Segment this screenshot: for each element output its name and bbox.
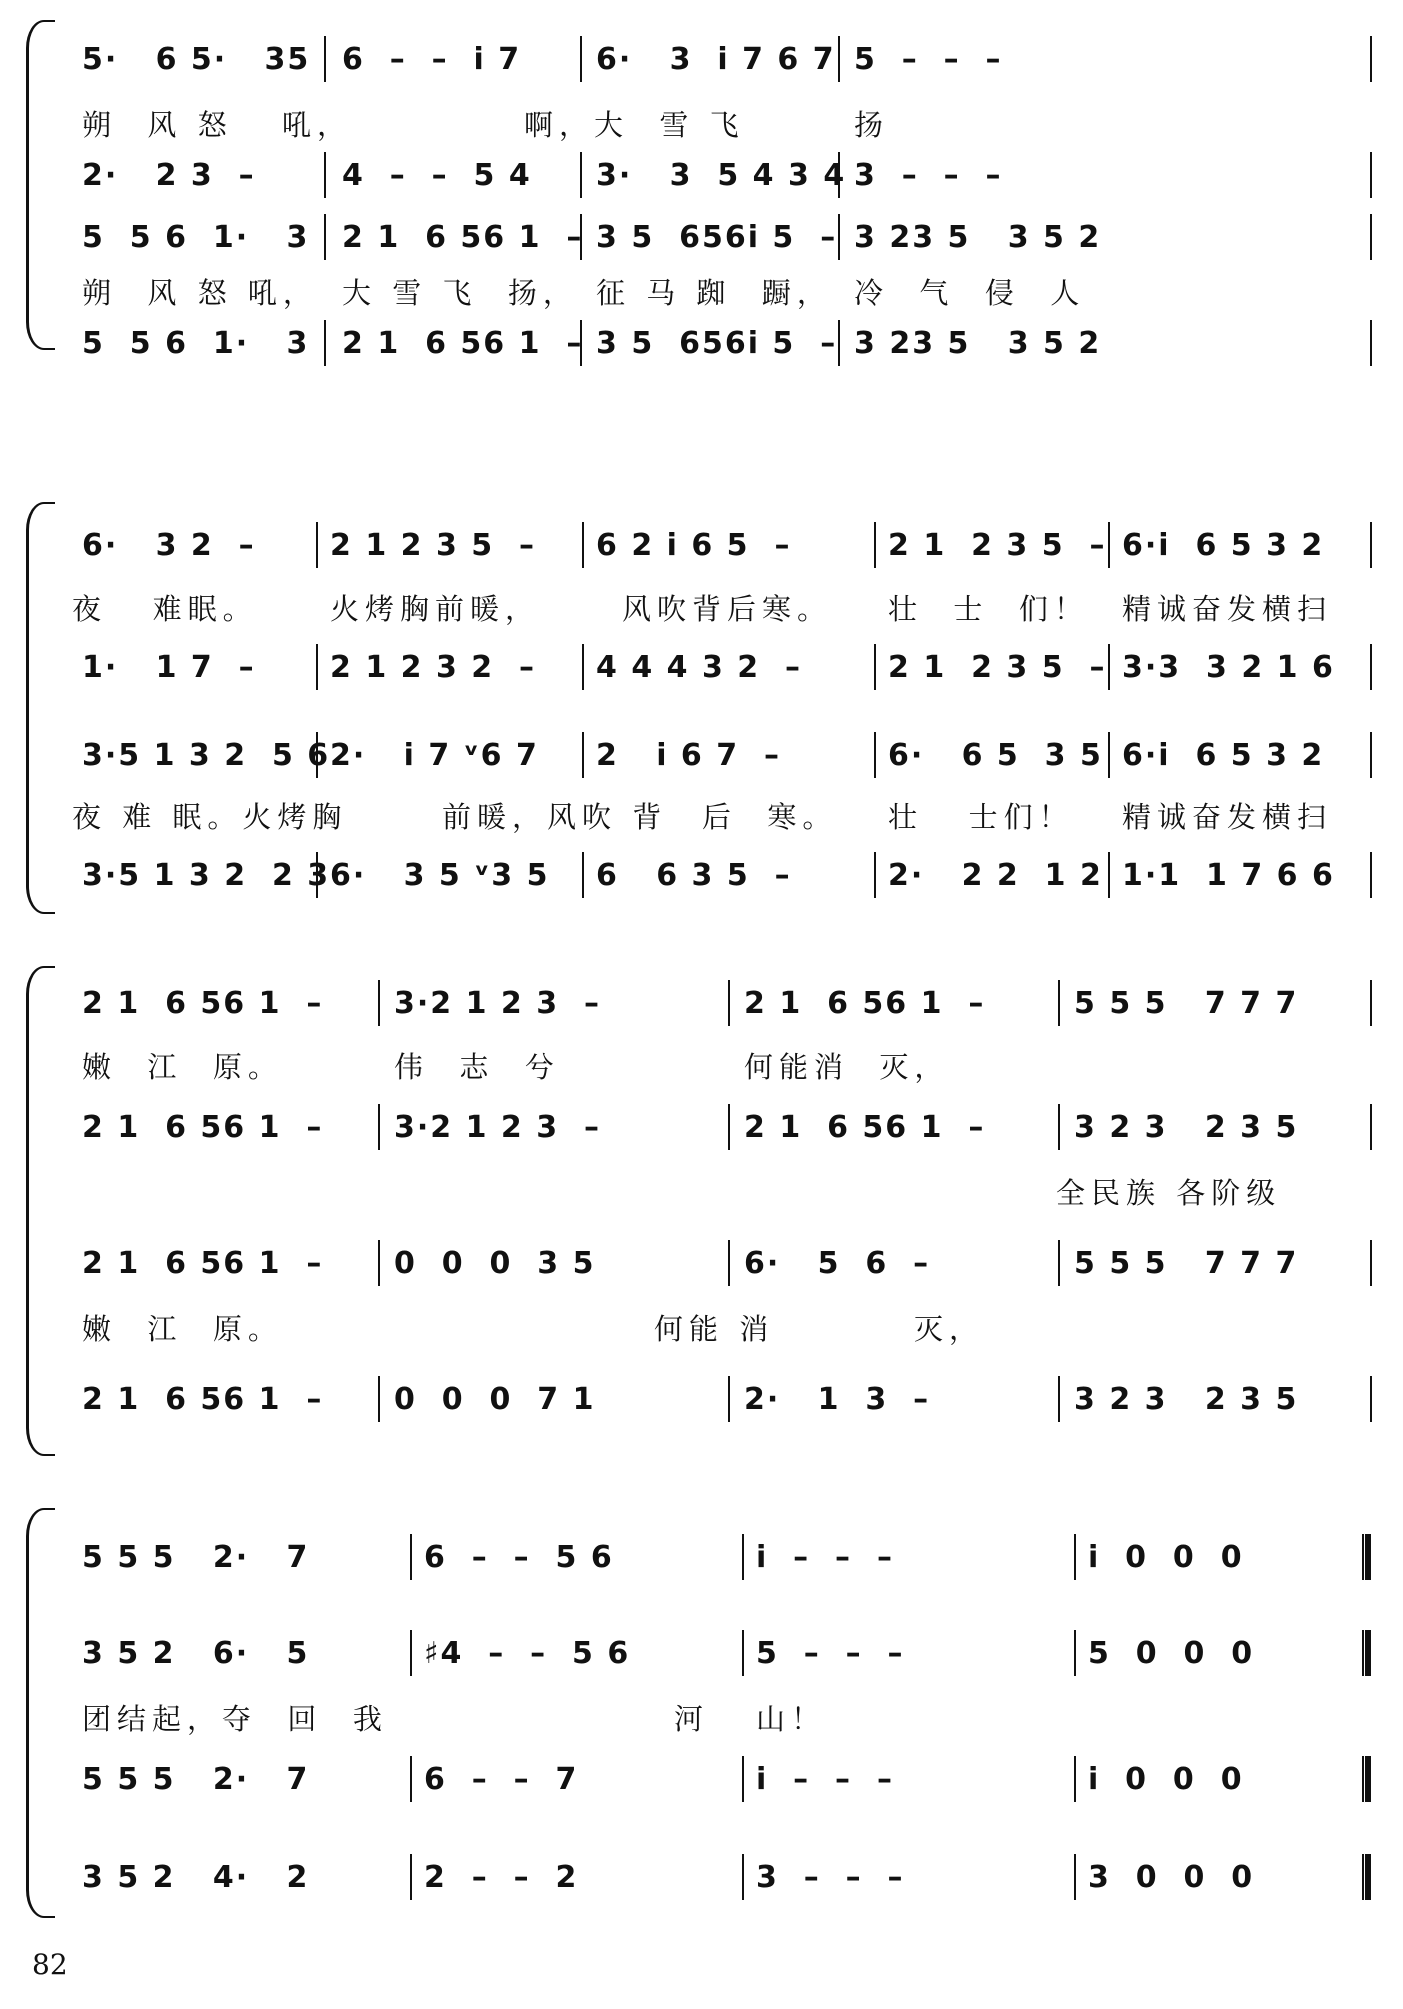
barline xyxy=(324,36,326,82)
barline xyxy=(874,852,876,898)
barline xyxy=(1074,1630,1076,1676)
lyric-segment: 河 xyxy=(674,1701,710,1736)
measure: 3 2 3 2 3 5 xyxy=(1074,1381,1299,1417)
barline xyxy=(1370,152,1372,198)
measure: 2 1 6 56 1 – xyxy=(744,1109,986,1145)
measure: 5 5 6 1· 3 xyxy=(82,219,310,255)
lyric-row xyxy=(62,1034,1380,1096)
staff-row xyxy=(62,144,1380,206)
barline xyxy=(1108,852,1110,898)
measure: 3·2 1 2 3 – xyxy=(394,985,601,1021)
system-bracket xyxy=(26,20,55,350)
measure: 2 i 6 7 – xyxy=(596,737,782,773)
staff-row xyxy=(62,28,1380,90)
lyric-segment: 前暖，风吹 背 xyxy=(442,799,668,834)
measure: 2 1 6 56 1 – xyxy=(82,1381,324,1417)
staff-row xyxy=(62,844,1380,906)
barline xyxy=(580,152,582,198)
lyric-segment: 朔 风 怒 xyxy=(82,107,233,142)
barline xyxy=(316,522,318,568)
barline xyxy=(1370,732,1372,778)
measure: 2· 2 2 1 2 xyxy=(888,857,1103,893)
barline xyxy=(316,644,318,690)
barline xyxy=(582,644,584,690)
final-barline xyxy=(1362,1756,1371,1802)
barline xyxy=(874,644,876,690)
measure: 3·2 1 2 3 – xyxy=(394,1109,601,1145)
measure: 6 – – 5 6 xyxy=(424,1539,614,1575)
barline xyxy=(410,1756,412,1802)
barline xyxy=(582,732,584,778)
measure: 6· 3 i 7 6 7 xyxy=(596,41,836,77)
measure: 2 1 6 56 1 – xyxy=(82,1245,324,1281)
measure: 6· 6 5 3 5 xyxy=(888,737,1103,773)
measure: 1· 1 7 – xyxy=(82,649,256,685)
barline xyxy=(410,1534,412,1580)
barline xyxy=(378,1240,380,1286)
staff-row xyxy=(62,1748,1380,1810)
barline xyxy=(838,36,840,82)
measure: 6· 5 6 – xyxy=(744,1245,931,1281)
barline xyxy=(1370,1376,1372,1422)
measure: 5 5 6 1· 3 xyxy=(82,325,310,361)
barline xyxy=(1370,214,1372,260)
barline xyxy=(1370,1104,1372,1150)
barline xyxy=(1370,980,1372,1026)
measure: i – – – xyxy=(756,1761,894,1797)
barline xyxy=(1074,1756,1076,1802)
barline xyxy=(1058,1104,1060,1150)
lyric-segment: 灭， xyxy=(914,1311,985,1346)
measure: 3·5 1 3 2 2 3 xyxy=(82,857,331,893)
barline xyxy=(1370,852,1372,898)
measure: 2· i 7 ᵛ6 7 xyxy=(330,737,539,773)
measure: 3 0 0 0 xyxy=(1088,1859,1255,1895)
measure: 3 5 2 6· 5 xyxy=(82,1635,310,1671)
measure: 5 5 5 7 7 7 xyxy=(1074,985,1299,1021)
barline xyxy=(378,1104,380,1150)
measure: 3 2 3 2 3 5 xyxy=(1074,1109,1299,1145)
final-barline xyxy=(1362,1534,1371,1580)
barline xyxy=(316,852,318,898)
measure: 3· 3 5 4 3 4 xyxy=(596,157,847,193)
measure: 6·i 6 5 3 2 xyxy=(1122,737,1325,773)
measure: 2· 1 3 – xyxy=(744,1381,931,1417)
score-system-1 xyxy=(26,20,1380,361)
measure: 0 0 0 7 1 xyxy=(394,1381,596,1417)
staff-row xyxy=(62,636,1380,698)
measure: 5 5 5 2· 7 xyxy=(82,1539,310,1575)
lyric-segment: 夜 难 眠。火烤胸 xyxy=(72,799,348,834)
staff-row xyxy=(62,1368,1380,1430)
barline xyxy=(582,522,584,568)
barline xyxy=(410,1630,412,1676)
barline xyxy=(324,152,326,198)
measure: 5 – – – xyxy=(854,41,1003,77)
score-system-3 xyxy=(26,966,1380,1456)
lyric-segment: 大 雪 飞 扬， xyxy=(342,275,578,310)
lyric-row xyxy=(62,576,1380,638)
lyric-segment: 征 马 踟 蹰， xyxy=(596,275,832,310)
lyric-segment: 团结起，夺 回 我 xyxy=(82,1701,388,1736)
lyric-row xyxy=(62,784,1380,846)
measure: 2 1 6 56 1 – xyxy=(342,325,584,361)
barline xyxy=(1370,522,1372,568)
lyric-segment: 扬 xyxy=(854,107,890,142)
measure: 6·i 6 5 3 2 xyxy=(1122,527,1325,563)
lyric-segment: 夜 难眠。 xyxy=(72,591,258,626)
system-bracket xyxy=(26,1508,55,1918)
lyric-segment: 伟 志 兮 xyxy=(394,1049,560,1084)
measure: 2 1 2 3 5 – xyxy=(330,527,537,563)
barline xyxy=(580,320,582,366)
barline xyxy=(1058,980,1060,1026)
barline xyxy=(1058,1240,1060,1286)
barline xyxy=(324,214,326,260)
barline xyxy=(874,522,876,568)
barline xyxy=(1370,644,1372,690)
barline xyxy=(874,732,876,778)
staff-row xyxy=(62,1526,1380,1588)
measure: 5 5 5 2· 7 xyxy=(82,1761,310,1797)
measure: i 0 0 0 xyxy=(1088,1539,1244,1575)
measure: 4 – – 5 4 xyxy=(342,157,532,193)
measure: 5· 6 5· 35 xyxy=(82,41,311,77)
barline xyxy=(1370,320,1372,366)
measure: 2 1 6 56 1 – xyxy=(342,219,584,255)
barline xyxy=(742,1630,744,1676)
measure: 6 – – i 7 xyxy=(342,41,522,77)
staff-row xyxy=(62,514,1380,576)
measure: 2 1 6 56 1 – xyxy=(82,985,324,1021)
barline xyxy=(838,320,840,366)
staff-row xyxy=(62,312,1380,374)
barline xyxy=(728,1104,730,1150)
measure: 6· 3 5 ᵛ3 5 xyxy=(330,857,550,893)
lyric-segment: 壮 士们！ xyxy=(888,799,1074,834)
barline xyxy=(728,1376,730,1422)
lyric-segment: 嫩 江 原。 xyxy=(82,1311,283,1346)
lyric-row xyxy=(62,1160,1380,1222)
barline xyxy=(1108,644,1110,690)
staff-row xyxy=(62,1846,1380,1908)
barline xyxy=(1370,1240,1372,1286)
measure: 6 – – 7 xyxy=(424,1761,579,1797)
barline xyxy=(742,1854,744,1900)
final-barline xyxy=(1362,1630,1371,1676)
barline xyxy=(838,214,840,260)
barline xyxy=(1058,1376,1060,1422)
measure: 3 23 5 3 5 2 xyxy=(854,219,1102,255)
barline xyxy=(580,214,582,260)
lyric-segment: 全民族 各阶级 xyxy=(1056,1175,1282,1210)
barline xyxy=(1108,732,1110,778)
measure: 2 1 6 56 1 – xyxy=(82,1109,324,1145)
lyric-segment: 精诚奋发横扫 xyxy=(1122,799,1333,834)
page-number: 82 xyxy=(32,1948,68,1981)
score-system-4 xyxy=(26,1508,1380,1918)
measure: 3·3 3 2 1 6 xyxy=(1122,649,1335,685)
measure: 2 1 2 3 5 – xyxy=(888,649,1107,685)
lyric-row xyxy=(62,1686,1380,1748)
measure: 2 – – 2 xyxy=(424,1859,579,1895)
measure: 3 5 656i 5 – xyxy=(596,325,838,361)
lyric-segment: 后 寒。 xyxy=(702,799,838,834)
measure: 4 4 4 3 2 – xyxy=(596,649,803,685)
barline xyxy=(410,1854,412,1900)
measure: 2 1 6 56 1 – xyxy=(744,985,986,1021)
barline xyxy=(742,1534,744,1580)
measure: 3 23 5 3 5 2 xyxy=(854,325,1102,361)
staff-row xyxy=(62,972,1380,1034)
lyric-segment: 山！ xyxy=(756,1701,827,1736)
measure: 6 6 3 5 – xyxy=(596,857,792,893)
barline xyxy=(1074,1854,1076,1900)
score-system-2 xyxy=(26,502,1380,914)
measure: i – – – xyxy=(756,1539,894,1575)
staff-row xyxy=(62,724,1380,786)
lyric-segment: 朔 风 怒 吼， xyxy=(82,275,318,310)
measure: 5 – – – xyxy=(756,1635,905,1671)
measure: 3 5 656i 5 – xyxy=(596,219,838,255)
lyric-segment: 风吹背后寒。 xyxy=(622,591,833,626)
staff-row xyxy=(62,1232,1380,1294)
measure: 3·5 1 3 2 5 6 xyxy=(82,737,331,773)
measure: 2· 2 3 – xyxy=(82,157,256,193)
barline xyxy=(1108,522,1110,568)
measure: 3 – – – xyxy=(756,1859,905,1895)
staff-row xyxy=(62,206,1380,268)
barline xyxy=(580,36,582,82)
system-bracket xyxy=(26,966,55,1456)
barline xyxy=(742,1756,744,1802)
measure: i 0 0 0 xyxy=(1088,1761,1244,1797)
barline xyxy=(324,320,326,366)
lyric-segment: 吼， xyxy=(282,107,353,142)
measure: 6· 3 2 – xyxy=(82,527,256,563)
barline xyxy=(378,980,380,1026)
staff-row xyxy=(62,1622,1380,1684)
lyric-segment: 壮 士 们！ xyxy=(888,591,1089,626)
system-bracket xyxy=(26,502,55,914)
barline xyxy=(728,1240,730,1286)
measure: ♯4 – – 5 6 xyxy=(424,1635,631,1671)
measure: 2 1 2 3 2 – xyxy=(330,649,537,685)
lyric-segment: 啊，大 雪 飞 xyxy=(524,107,745,142)
staff-row xyxy=(62,1096,1380,1158)
measure: 5 5 5 7 7 7 xyxy=(1074,1245,1299,1281)
measure: 6 2 i 6 5 – xyxy=(596,527,792,563)
barline xyxy=(838,152,840,198)
final-barline xyxy=(1362,1854,1371,1900)
measure: 3 5 2 4· 2 xyxy=(82,1859,310,1895)
lyric-segment: 嫩 江 原。 xyxy=(82,1049,283,1084)
measure: 2 1 2 3 5 – xyxy=(888,527,1107,563)
barline xyxy=(728,980,730,1026)
barline xyxy=(1370,36,1372,82)
lyric-segment: 何能消 灭， xyxy=(744,1049,950,1084)
lyric-segment: 何能 消 xyxy=(654,1311,775,1346)
measure: 3 – – – xyxy=(854,157,1003,193)
lyric-segment: 火烤胸前暖， xyxy=(330,591,541,626)
barline xyxy=(582,852,584,898)
lyric-segment: 冷 气 侵 人 xyxy=(854,275,1086,310)
barline xyxy=(316,732,318,778)
measure: 5 0 0 0 xyxy=(1088,1635,1255,1671)
barline xyxy=(1074,1534,1076,1580)
measure: 1·1 1 7 6 6 xyxy=(1122,857,1335,893)
lyric-row xyxy=(62,1296,1380,1358)
barline xyxy=(378,1376,380,1422)
measure: 0 0 0 3 5 xyxy=(394,1245,596,1281)
lyric-segment: 精诚奋发横扫 xyxy=(1122,591,1333,626)
